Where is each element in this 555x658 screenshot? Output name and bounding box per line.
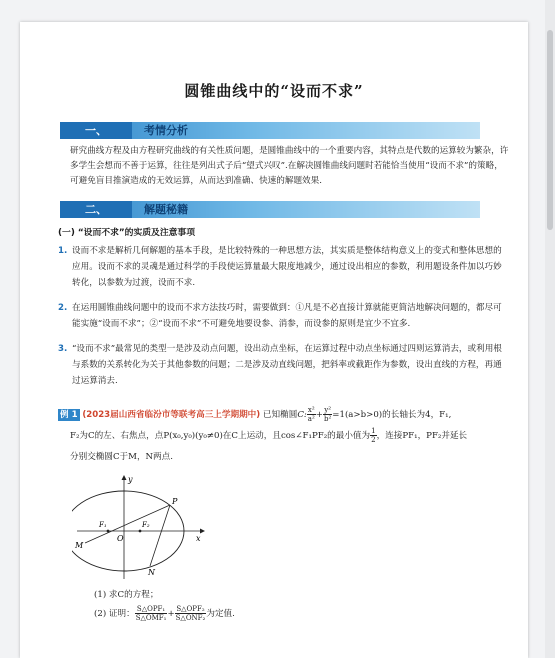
section-number: 一、 bbox=[60, 122, 132, 139]
item-text: 设而不求是解析几何解题的基本手段，是比较特殊的一种思想方法，其实质是整体结构意义上的变式和整体思想的应用。设而不求的灵魂是通过科学的手段使运算量最大限度地减少，通过设出相应的参数，利用题设条件加以巧妙转化，以参数为过渡，设而不求. bbox=[72, 246, 502, 288]
scroll-thumb[interactable] bbox=[547, 30, 553, 230]
section-label: 考情分析 bbox=[144, 124, 188, 137]
item-number: 2. bbox=[58, 303, 68, 313]
question-1: (1) 求C的方程； bbox=[94, 590, 159, 600]
example-line-2 bbox=[58, 426, 513, 447]
example-line-3: 分别交椭圆C于M，N两点. bbox=[70, 452, 173, 462]
example-text: F₂为C的左、右焦点，点P(x₀,y₀)(y₀≠0)在C上运动，且cos∠F₁PF₂的最小值为 bbox=[70, 431, 371, 441]
label-p: P bbox=[172, 497, 178, 506]
ellipse-figure bbox=[72, 474, 207, 584]
section-header-1 bbox=[60, 122, 480, 139]
analysis-paragraph: 研究曲线方程及由方程研究曲线的有关性质问题，是圆锥曲线中的一个重要内容，其特点是代数的运算较为繁杂，许多学生会想而不善于运算，往往是列出式子后“望式兴叹”.在解决圆锥曲线问题时若能恰当使用“设而不求”的策略，可避免盲目推演造成的无效运算，从而达到准确、快速的解题效果. bbox=[70, 146, 509, 186]
fraction-area-1: $\frac{\text{S△OPF₁}}{\text{S△OMF₁}}$ bbox=[135, 605, 167, 622]
example-source: (2023届山西省临汾市等联考高三上学期期中) bbox=[82, 410, 261, 420]
document-page bbox=[20, 22, 528, 658]
chord-pn bbox=[150, 505, 170, 566]
question-2-prefix: (2) 证明： bbox=[94, 609, 135, 619]
fraction-area-2: $\frac{\text{S△OPF₂}}{\text{S△ONF₂}}$ bbox=[175, 605, 206, 622]
question-2-suffix: 为定值. bbox=[206, 609, 235, 619]
label-f1: F₁ bbox=[99, 521, 107, 529]
label-y: y bbox=[128, 475, 133, 484]
label-x: x bbox=[196, 534, 201, 543]
list-item bbox=[58, 341, 508, 389]
label-f2: F₂ bbox=[142, 521, 150, 529]
question-2 bbox=[94, 605, 235, 622]
label-m: M bbox=[75, 541, 84, 550]
label-n: N bbox=[148, 568, 155, 577]
item-number: 3. bbox=[58, 344, 68, 354]
subheading: (一) “设而不求”的实质及注意事项 bbox=[58, 228, 196, 238]
plus-sign: + bbox=[315, 410, 323, 420]
item-number: 1. bbox=[58, 246, 68, 256]
scrollbar[interactable] bbox=[545, 0, 555, 658]
example-block bbox=[58, 405, 513, 468]
plus-sign: + bbox=[167, 609, 175, 619]
example-text: ，连接PF₁，PF₂并延长 bbox=[376, 431, 468, 441]
y-axis-arrow bbox=[122, 475, 127, 480]
list-item bbox=[58, 300, 508, 332]
example-line-1 bbox=[58, 405, 513, 426]
list-item bbox=[58, 243, 508, 291]
example-text: =1(a>b>0)的长轴长为4，F₁, bbox=[332, 410, 452, 420]
ellipse-name: C: bbox=[297, 410, 307, 420]
focus-f2 bbox=[139, 530, 142, 533]
section-header-2 bbox=[60, 201, 480, 218]
chord-pm bbox=[85, 505, 170, 543]
example-text: 已知椭圆 bbox=[262, 410, 298, 420]
example-badge: 例 1 bbox=[60, 410, 78, 420]
section-number: 二、 bbox=[60, 201, 132, 218]
label-o: O bbox=[117, 534, 124, 543]
page-title: 圆锥曲线中的“设而不求” bbox=[184, 82, 364, 100]
fraction-half: $\frac{1}{2}$ bbox=[371, 427, 376, 444]
x-axis-arrow bbox=[200, 529, 205, 534]
item-text: “设而不求”最常见的类型一是涉及动点问题，设出动点坐标，在运算过程中动点坐标通过四则运算消去，或利用根与系数的关系转化为关于其他参数的问题；二是涉及动直线问题，把斜率或截距作为参数，设出直线的方程，再通过运算消去. bbox=[72, 344, 502, 386]
item-text: 在运用圆锥曲线问题中的设而不求方法技巧时，需要做到：①凡是不必直接计算就能更简洁地解决问题的，都尽可能实施“设而不求”；②“设而不求”不可避免地要设参、消参，而设参的原则是宜少不宜多. bbox=[72, 303, 502, 329]
fraction-y: $\frac{\text{y²}}{\text{b²}}$ bbox=[323, 406, 332, 423]
section-label: 解题秘籍 bbox=[144, 203, 188, 216]
fraction-x: $\frac{\text{x²}}{\text{a²}}$ bbox=[307, 406, 315, 423]
focus-f1 bbox=[107, 530, 110, 533]
